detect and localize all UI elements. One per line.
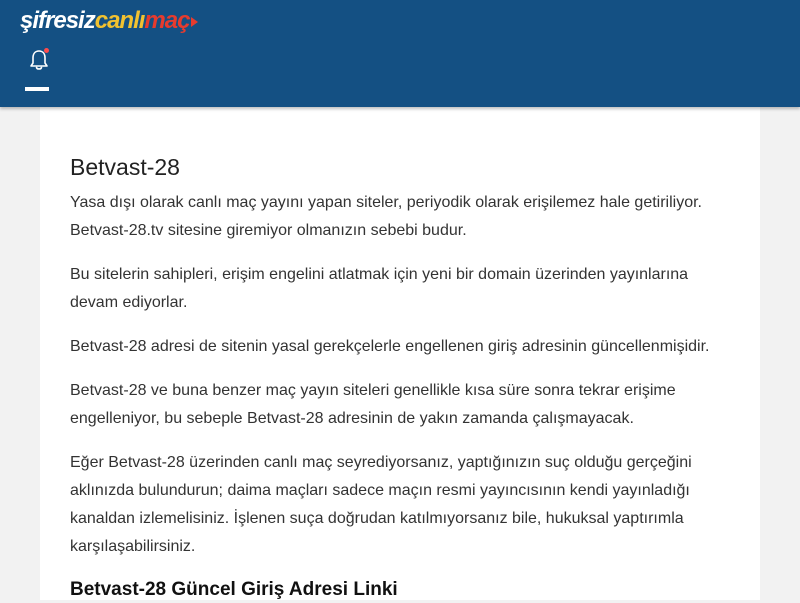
article-body: [70, 152, 730, 603]
article-paragraph-5: Eğer Betvast-28 üzerinden canlı maç seyrediyorsanız, yaptığınızın suç olduğu gerçeğini aklınızda bulundurun; daima maçları sadece maçın resmi yayıncısının kendi yayınladığı kanaldan izlemelisiniz. İşlenen suça doğrudan katılmıyorsanız bile, hukuksal yaptırımla karşılaşabilirsiniz.: [70, 454, 692, 555]
logo-text-sifresiz: şifresiz: [20, 7, 95, 34]
article-paragraph-1: Yasa dışı olarak canlı maç yayını yapan siteler, periyodik olarak erişilemez hale getiriliyor. Betvast-28.tv sitesine giremiyor olmanızın sebebi budur.: [70, 194, 702, 239]
article-container: [40, 107, 760, 600]
logo-text-mac: maç: [144, 7, 190, 34]
hamburger-menu-icon[interactable]: [25, 87, 49, 91]
site-header: [0, 0, 800, 107]
article-title: Betvast-28: [70, 154, 180, 180]
article-paragraph-2: Bu sitelerin sahipleri, erişim engelini atlatmak için yeni bir domain üzerinden yayınlarına devam ediyorlar.: [70, 266, 689, 311]
logo-text-canli: canlı: [94, 7, 145, 34]
site-logo[interactable]: [20, 2, 198, 40]
article-paragraph-3: Betvast-28 adresi de sitenin yasal gerekçelerle engellenen giriş adresinin güncellenmişidir.: [70, 338, 710, 355]
article-paragraph-4: Betvast-28 ve buna benzer maç yayın siteleri genellikle kısa süre sonra tekrar erişime engelleniyor, bu sebeple Betvast-28 adresinin de yakın zamanda çalışmayacak.: [70, 382, 676, 427]
article-subheading: Betvast-28 Güncel Giriş Adresi Linki: [70, 579, 398, 600]
notification-badge: [44, 48, 49, 53]
play-icon: [191, 17, 198, 27]
